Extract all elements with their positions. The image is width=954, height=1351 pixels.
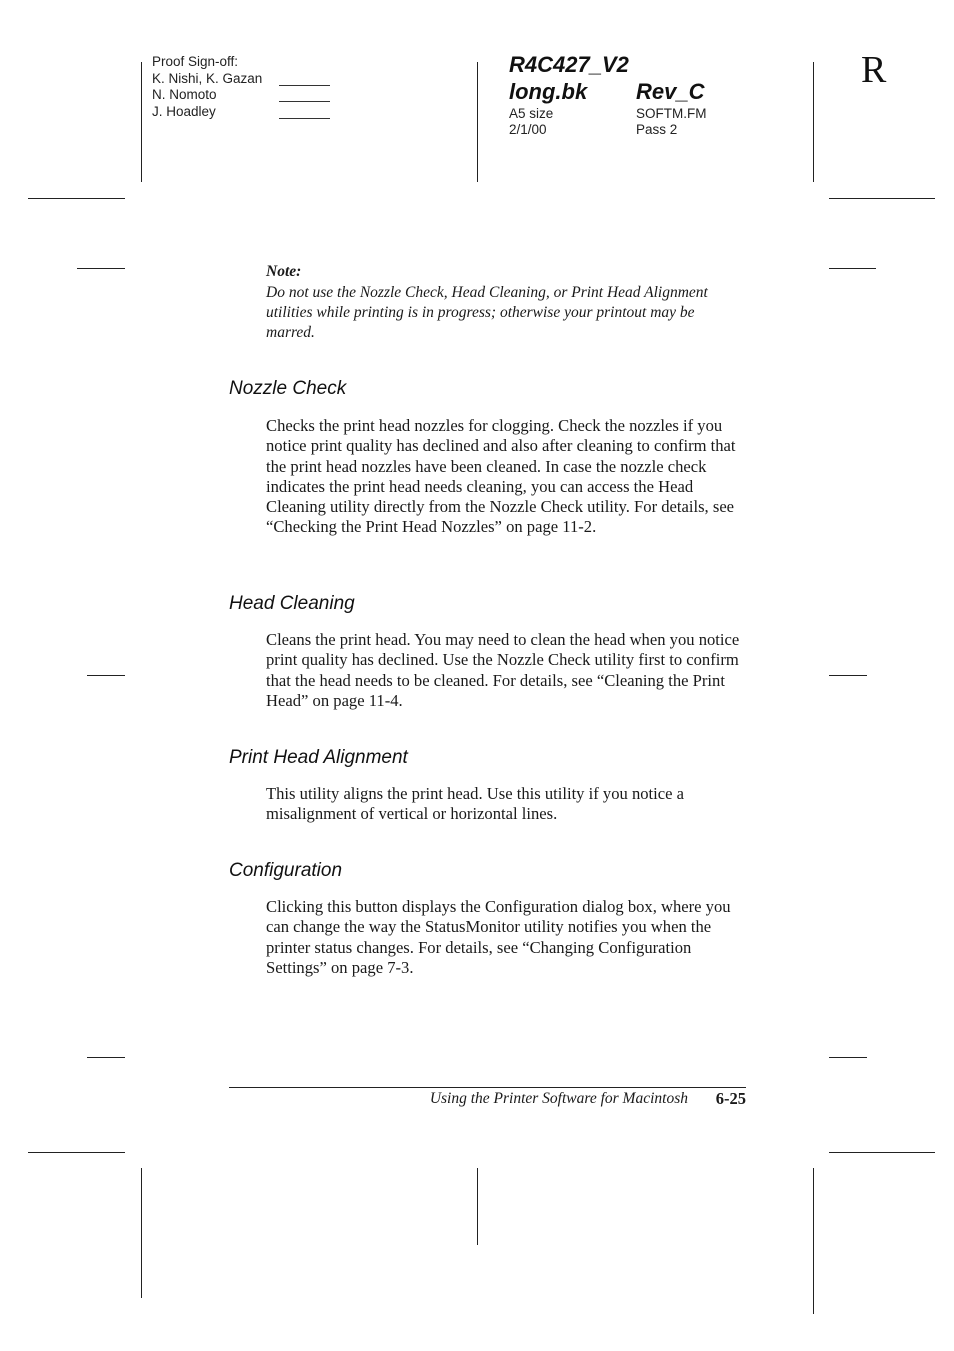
signature-line xyxy=(279,101,330,102)
corner-mark: R xyxy=(861,49,887,91)
section-heading: Nozzle Check xyxy=(229,378,347,399)
section-body: This utility aligns the print head. Use this utility if you notice a misalignment of vertical or horizontal lines. xyxy=(266,784,685,824)
proof-title: Proof Sign-off: xyxy=(152,54,239,69)
note-text: Do not use the Nozzle Check, Head Cleaning, or Print Head Alignment utilities while printing is in progress; otherwise your printout may be marred. xyxy=(266,284,708,342)
signer-name: J. Hoadley xyxy=(152,103,216,119)
doc-code: R4C427_V2 xyxy=(509,52,629,77)
section-body: Checks the print head nozzles for clogging. Check the nozzles if you notice print quality has declined and also after cleaning to confirm that the print head nozzles have been cleaned. In case the nozzle check indicates the print head needs cleaning, you can access the Head Cleaning utility directly from the Nozzle Check utility. For details, see “Checking the Print Head Nozzles” on page 11-2. xyxy=(266,416,736,537)
section-heading: Head Cleaning xyxy=(229,593,355,614)
section-heading: Print Head Alignment xyxy=(229,747,408,768)
proof-signoff xyxy=(152,54,262,120)
note-label: Note: xyxy=(266,263,302,280)
section-heading: Configuration xyxy=(229,860,343,881)
signer-name: K. Nishi, K. Gazan xyxy=(152,70,263,86)
doc-date: 2/1/00 xyxy=(509,122,547,137)
signature-line xyxy=(279,118,330,119)
page-number: 6-25 xyxy=(715,1089,746,1108)
footer-rule xyxy=(229,1087,746,1088)
doc-pass: Pass 2 xyxy=(636,122,678,137)
footer-title: Using the Printer Software for Macintosh xyxy=(429,1090,688,1107)
section-body: Cleans the print head. You may need to clean the head when you notice print quality has declined. Use the Nozzle Check utility first to confirm that the head needs to be cleaned. For details, see “Cleaning the Print Head” on page 11-4. xyxy=(266,630,740,710)
doc-rev: Rev_C xyxy=(636,79,705,104)
doc-fm-file: SOFTM.FM xyxy=(636,106,707,121)
doc-size: A5 size xyxy=(509,106,554,121)
doc-file: long.bk xyxy=(509,79,588,104)
signature-line xyxy=(279,85,330,86)
signer-name: N. Nomoto xyxy=(152,87,217,102)
section-body: Clicking this button displays the Configuration dialog box, where you can change the way the StatusMonitor utility notifies you when the printer status changes. For details, see “Changing Configuration Settings” on page 7-3. xyxy=(266,897,731,977)
